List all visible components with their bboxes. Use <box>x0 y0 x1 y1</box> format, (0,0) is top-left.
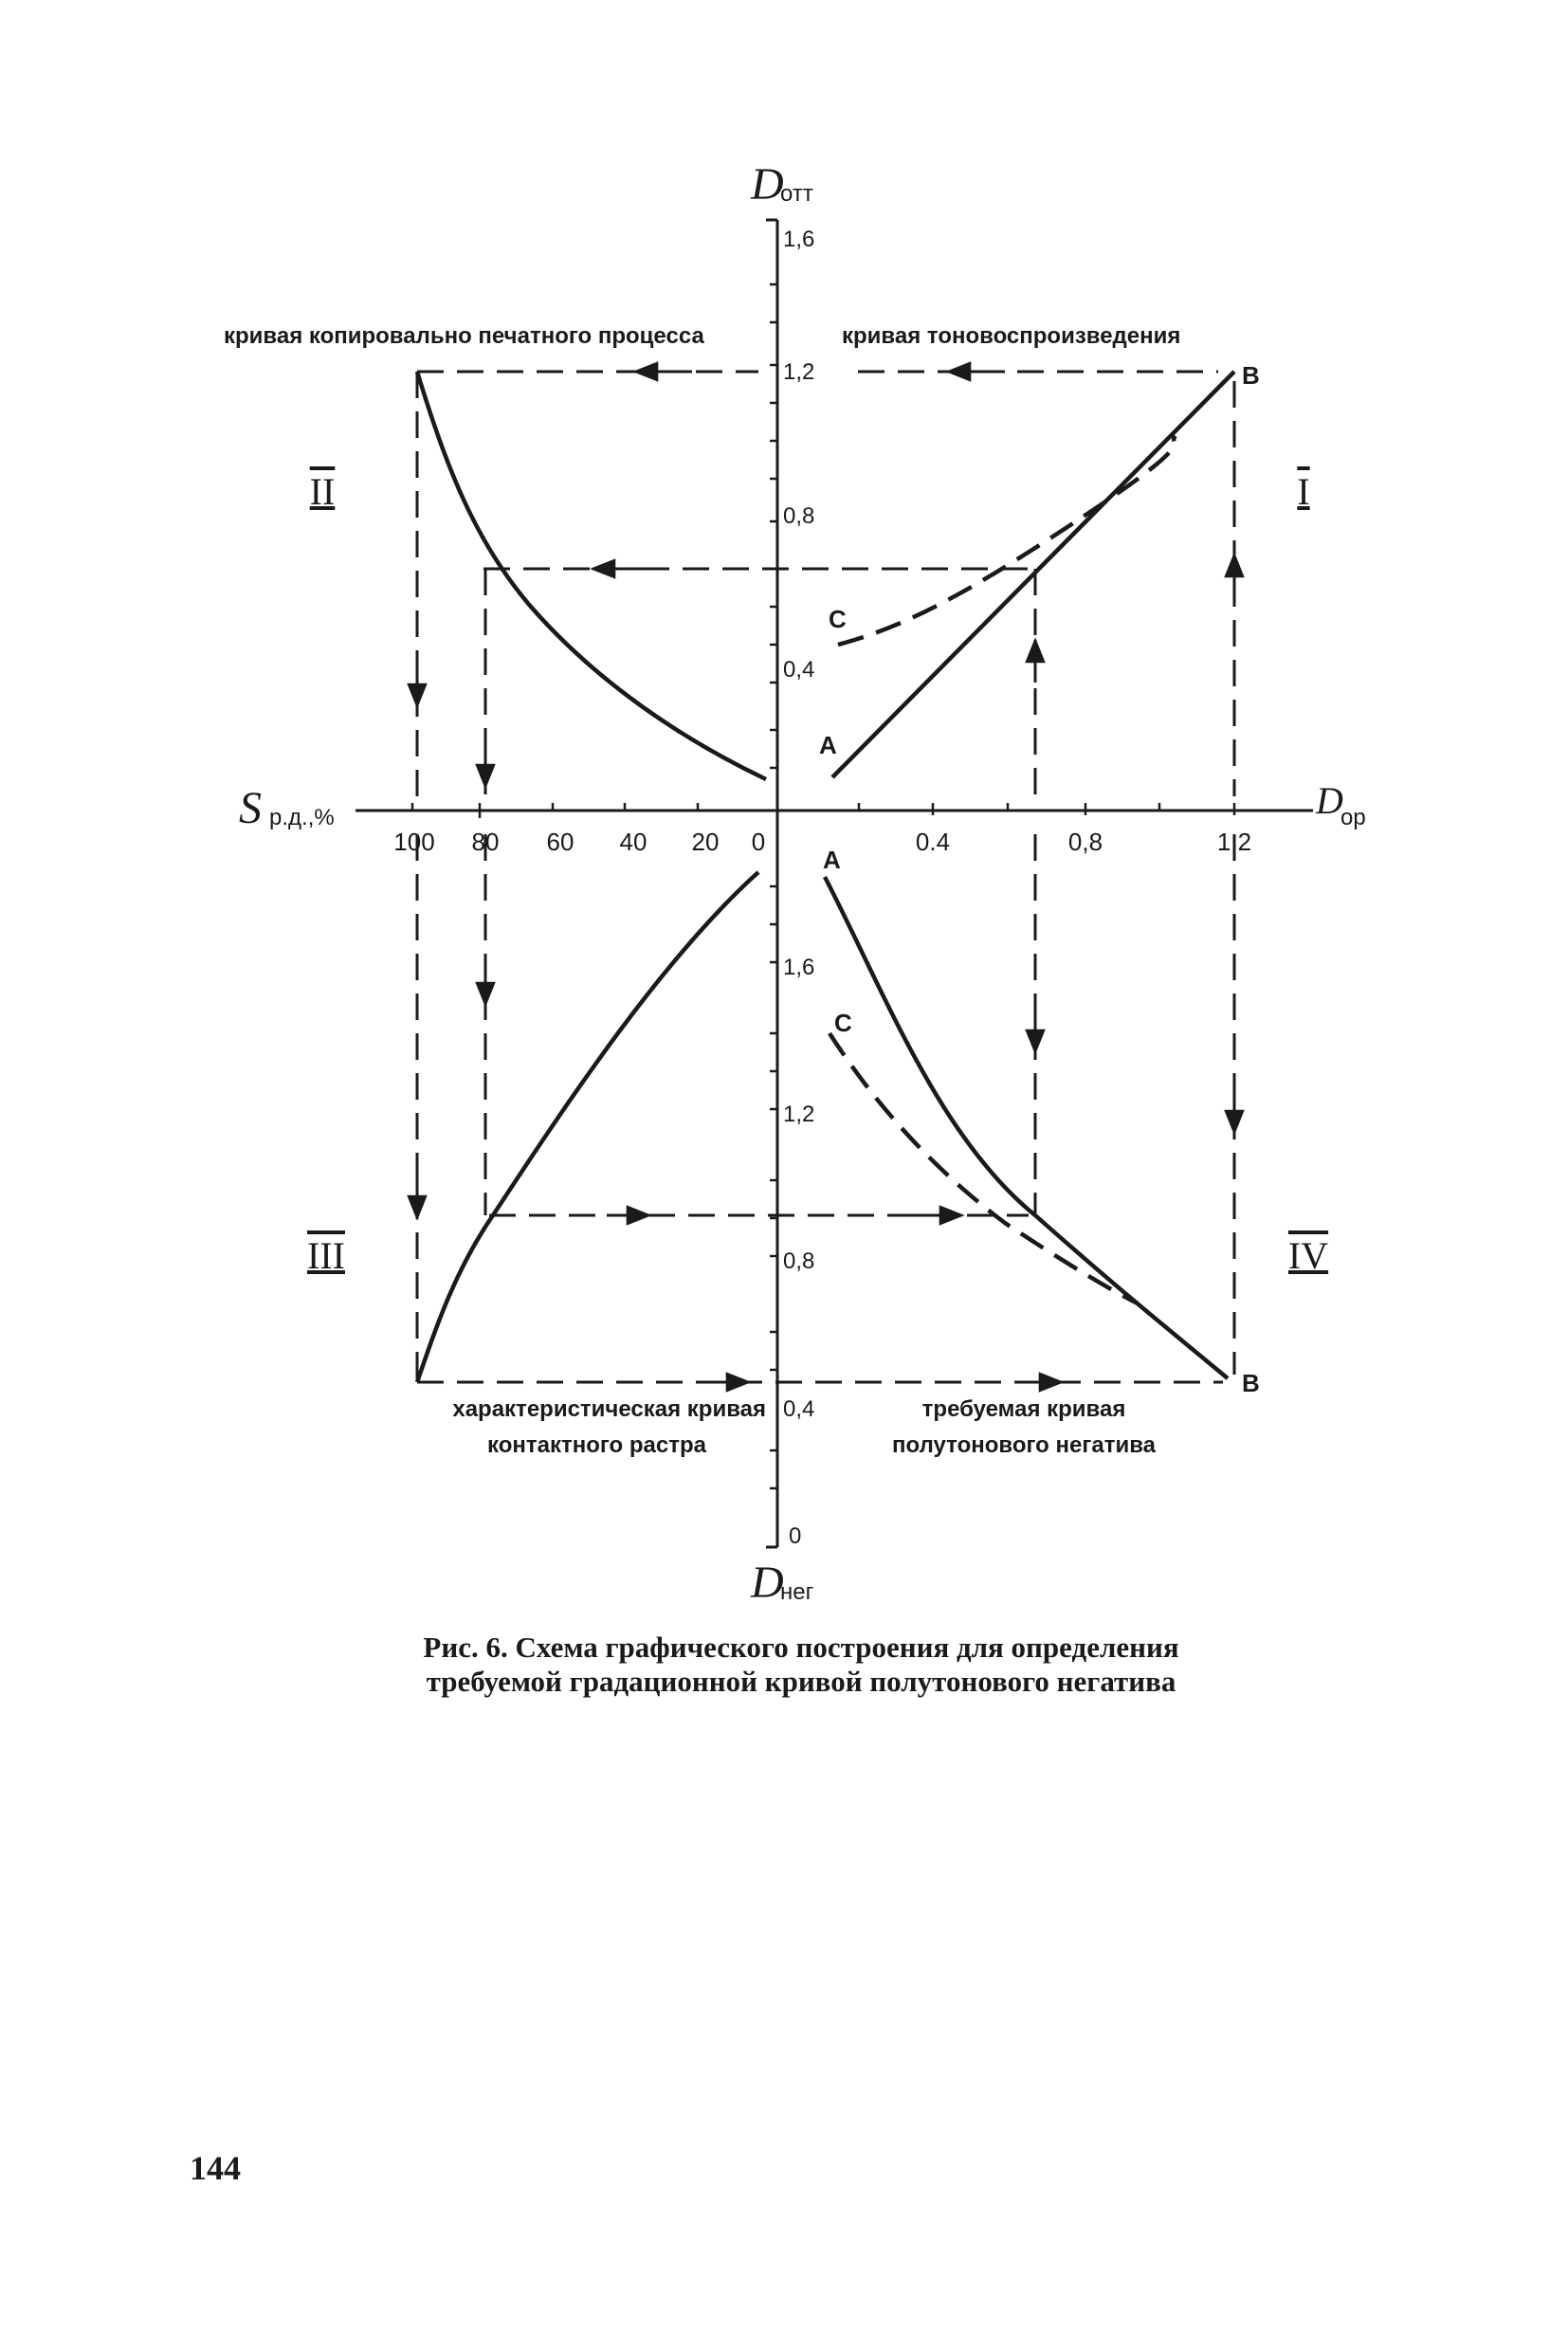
tick-label: 0,4 <box>783 657 815 683</box>
tick-label: 1,2 <box>783 359 815 385</box>
x-right-axis-sub: ор <box>1340 805 1366 830</box>
y-top-axis-sub: отт <box>780 181 813 207</box>
q1-numeral: I <box>1297 470 1310 513</box>
tone-reproduction-curve-ab <box>832 372 1234 777</box>
point-b-upper: B <box>1242 361 1260 390</box>
point-b-lower: B <box>1242 1369 1260 1397</box>
q3-title-line1: характеристическая кривая <box>452 1396 766 1422</box>
tick-label: 0 <box>789 1523 802 1549</box>
x-right-axis-label: D <box>1316 779 1343 822</box>
tick-label: 0,8 <box>783 1248 815 1274</box>
q3-numeral: III <box>307 1234 345 1277</box>
tick-label: 80 <box>471 828 500 856</box>
q4-title-line1: требуемая кривая <box>921 1396 1126 1422</box>
q2-numeral: II <box>309 470 336 513</box>
tick-label: 0.4 <box>915 828 951 856</box>
upper-tick-labels <box>783 227 814 683</box>
contact-screen-curve <box>417 872 758 1382</box>
tick-label: 0,8 <box>783 503 815 529</box>
q1-title: кривая тоновоспроизведения <box>842 323 1181 349</box>
tick-label: 1,2 <box>783 1102 815 1127</box>
tick-label: 1,6 <box>783 955 815 980</box>
quadrant-numerals <box>307 470 1328 1277</box>
q3-title-line2: контактного растра <box>487 1432 706 1458</box>
point-a-lower: A <box>823 846 841 874</box>
caption-line-2: требуемой градационной кривой полутонового негатива <box>426 1665 1176 1698</box>
point-c-lower: C <box>834 1009 852 1037</box>
y-bottom-axis-label: D <box>751 1558 784 1608</box>
printing-process-curve <box>417 372 766 779</box>
tick-label: 100 <box>393 828 435 856</box>
left-tick-labels <box>393 828 765 856</box>
negative-curve-ab <box>825 877 1228 1378</box>
quadrant-titles <box>224 323 1180 1458</box>
tick-label: 0 <box>751 828 766 856</box>
point-labels <box>819 361 1260 1397</box>
page-number: 144 <box>190 2149 241 2187</box>
tick-label: 1,2 <box>1216 828 1252 856</box>
x-left-axis-label: S <box>239 783 262 833</box>
y-bottom-axis-sub: нег <box>780 1579 814 1605</box>
tick-label: 60 <box>546 828 574 856</box>
tick-label: 1,6 <box>783 227 815 252</box>
tick-label: 0,4 <box>783 1396 815 1422</box>
axes <box>356 220 1313 1547</box>
lower-tick-labels <box>783 955 814 1549</box>
figure-caption <box>360 1631 1242 1699</box>
x-left-axis-sub: р.д.,% <box>269 805 335 830</box>
tick-label: 40 <box>619 828 647 856</box>
tick-label: 20 <box>691 828 720 856</box>
q4-title-line2: полутонового негатива <box>892 1432 1156 1458</box>
curves <box>417 372 1234 1382</box>
tone-reproduction-curve-c <box>838 436 1176 645</box>
point-c-upper: C <box>829 605 847 633</box>
point-a-upper: A <box>819 731 837 759</box>
q2-title: кривая копировально печатного процесса <box>224 323 704 349</box>
q4-numeral: IV <box>1287 1234 1329 1277</box>
tick-label: 0,8 <box>1067 828 1103 856</box>
y-top-axis-label: D <box>751 159 784 210</box>
caption-line-1: Рис. 6. Схема графического построения для определения <box>423 1631 1179 1664</box>
right-tick-labels <box>916 828 1251 856</box>
